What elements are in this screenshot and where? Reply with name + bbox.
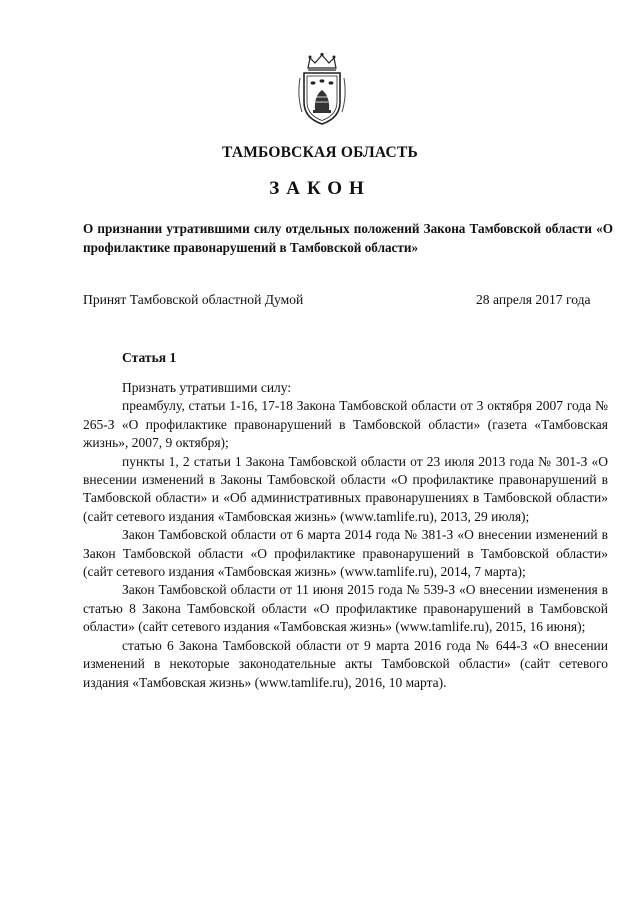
article-paragraph: Признать утратившими силу: [122, 380, 292, 395]
article-paragraph: пункты 1, 2 статьи 1 Закона Тамбовской области от 23 июля 2013 года № 301-З «О внесении изменений в Законы Тамбовской области «О профилактике правонарушений в Тамбовской области» и «Об административных правонарушениях в Тамбовской области» (сайт сетевого издания «Тамбовская жизнь» (www.tamlife.ru), 2013, 29 июля); [83, 453, 608, 524]
document-type-heading: ЗАКОН [269, 178, 371, 199]
law-title: О признании утратившими силу отдельных положений Закона Тамбовской области «О профилактике правонарушений в Тамбовской области» [83, 221, 613, 255]
region-heading: ТАМБОВСКАЯ ОБЛАСТЬ [222, 144, 418, 161]
adopted-by: Принят Тамбовской областной Думой [83, 292, 304, 307]
adoption-date: 28 апреля 2017 года [476, 292, 591, 307]
article-paragraph: Закон Тамбовской области от 6 марта 2014 года № 381-З «О внесении изменений в Закон Тамбовской области «О профилактике правонарушений в Тамбовской области» (сайт сетевого издания «Тамбовская жизнь» (www.tamlife.ru), 2014, 7 марта); [83, 527, 608, 580]
coat-of-arms-icon [296, 52, 348, 126]
article-paragraph: Закон Тамбовской области от 11 июня 2015 года № 539-З «О внесении изменения в статью 8 Закона Тамбовской области «О профилактике правонарушений в Тамбовской области» (сайт сетевого издания «Тамбовская жизнь» (www.tamlife.ru), 2015, 16 июня); [83, 582, 608, 635]
article-heading: Статья 1 [122, 350, 177, 365]
article-body [83, 379, 608, 692]
article-paragraph: преамбулу, статьи 1-16, 17-18 Закона Тамбовской области от 3 октября 2007 года № 265-З «О профилактике правонарушений в Тамбовской области» (газета «Тамбовская жизнь», 2007, 9 октября); [83, 398, 608, 451]
article-paragraph: статью 6 Закона Тамбовской области от 9 марта 2016 года № 644-З «О внесении изменений в некоторые законодательные акты Тамбовской области» (сайт сетевого издания «Тамбовская жизнь» (www.tamlife.ru), 2016, 10 марта). [83, 637, 608, 690]
